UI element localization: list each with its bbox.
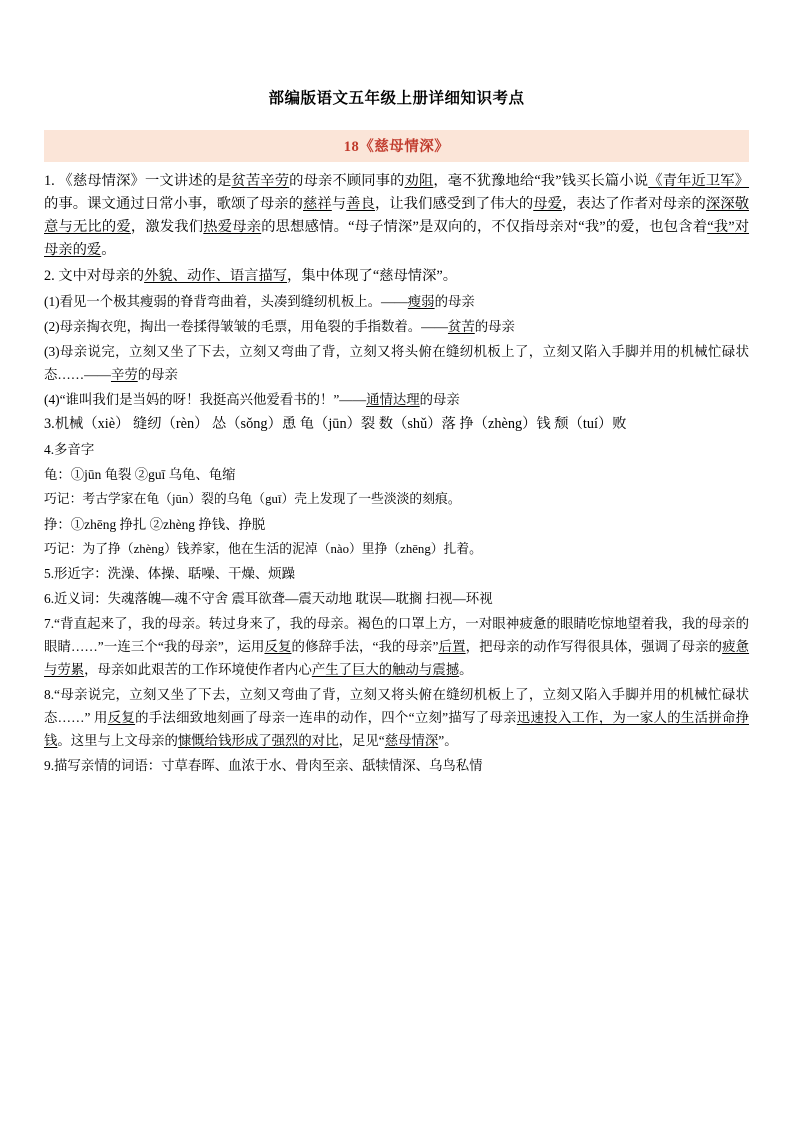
underlined-text: 贫苦辛劳 <box>231 173 290 189</box>
underlined-text: 产生了巨大的触动与震撼 <box>311 662 460 678</box>
text-run: 2. 文中对母亲的 <box>44 267 145 284</box>
paragraph <box>44 754 749 777</box>
text-run: 的母亲 <box>137 366 178 382</box>
section-header <box>44 130 749 162</box>
underlined-text: 疲惫与劳累 <box>44 639 750 678</box>
text-run: ，集中体现了“慈母情深”。 <box>287 267 458 284</box>
paragraph <box>44 290 749 313</box>
text-run: 。 <box>459 662 473 678</box>
text-run: 6.近义词：失魂落魄—魂不守舍 震耳欲聋—震天动地 耽误—耽搁 扫视—环视 <box>44 591 493 607</box>
text-run: 的母亲 <box>474 318 515 334</box>
text-run: 的事。课文通过日常小事，歌颂了母亲的 <box>44 196 304 213</box>
text-run: ，足见“ <box>338 733 385 749</box>
paragraph <box>44 438 749 461</box>
text-run: ，毫不犹豫地给“我”钱买长篇小说 <box>433 173 649 189</box>
underlined-text: 反复 <box>264 639 292 655</box>
underlined-text: 母爱 <box>533 196 563 213</box>
text-run: 巧记：为了挣（zhèng）钱养家，他在生活的泥淖（nào）里挣（zhēng）扎着。 <box>44 541 482 556</box>
paragraph <box>44 562 749 585</box>
text-run: 的母亲 <box>434 293 475 309</box>
paragraph <box>44 265 749 288</box>
paragraph <box>44 683 749 752</box>
underlined-text: 迅速投入工作，为一家人的生活拼命挣钱 <box>44 710 750 749</box>
underlined-text: 辛劳 <box>110 366 138 382</box>
underlined-text: 瘦弱 <box>407 293 435 309</box>
paragraph <box>44 413 749 436</box>
text-run: 的母亲 <box>419 391 460 407</box>
paragraph <box>44 315 749 338</box>
underlined-text: 外貌、动作、语言描写 <box>144 267 288 284</box>
text-run: 的母亲不顾同事的 <box>289 173 405 189</box>
text-run: 与 <box>331 196 347 213</box>
text-run: ”。 <box>438 733 458 749</box>
text-run: 。这里与上文母亲的 <box>57 733 178 749</box>
text-run: 5.形近字：洗澡、体操、聒噪、干燥、烦躁 <box>44 566 296 582</box>
underlined-text: 慈祥 <box>303 196 332 213</box>
text-run: (2)母亲掏衣兜，掏出一卷揉得皱皱的毛票，用龟裂的手指数着。—— <box>44 318 448 334</box>
underlined-text: 劝阻 <box>404 173 434 189</box>
text-run: ，表达了作者对母亲的 <box>562 196 706 213</box>
underlined-text: 热爱母亲 <box>203 219 262 236</box>
underlined-text: 慷慨给钱形成了强烈的对比 <box>177 733 339 749</box>
text-run: 8.“母亲说完，立刻又坐了下去，立刻又弯曲了背，立刻又将头俯在缝纫机板上了，立刻又陷入手脚并用的机械忙碌状态……” 用 <box>44 687 749 726</box>
text-run: 4.多音字 <box>44 442 95 458</box>
paragraph <box>44 538 749 560</box>
text-run: ，母亲如此艰苦的工作环境使作者内心 <box>84 662 312 678</box>
paragraph <box>44 170 749 263</box>
text-run: 的思想感情。“母子情深”是双向的，不仅指母亲对“我”的爱，也包含着 <box>261 219 708 236</box>
paragraph <box>44 340 749 386</box>
paragraph <box>44 388 749 411</box>
text-run: 龟：①jūn 龟裂 ②guī 乌龟、龟缩 <box>44 467 236 483</box>
text-run: 的修辞手法，“我的母亲” <box>291 639 439 655</box>
underlined-text: 通情达理 <box>366 391 420 407</box>
text-run: (3)母亲说完，立刻又坐了下去，立刻又弯曲了背，立刻又将头俯在缝纫机板上了，立刻又陷入手脚并用的机械忙碌状态……—— <box>44 343 749 382</box>
text-run: ，激发我们 <box>130 219 204 236</box>
section-title: 18《慈母情深》 <box>343 139 450 155</box>
text-run: 7.“背直起来了，我的母亲。转过身来了，我的母亲。褐色的口罩上方，一对眼神疲惫的眼睛吃惊地望着我，我的母亲的眼睛……”一连三个“我的母亲”，运用 <box>44 616 749 655</box>
text-run: 挣：①zhēng 挣扎 ②zhèng 挣钱、挣脱 <box>44 516 266 532</box>
paragraph <box>44 488 749 510</box>
underlined-text: 善良 <box>346 196 375 213</box>
text-run: ，让我们感受到了伟大的 <box>374 196 534 213</box>
text-run: ，把母亲的动作写得很具体，强调了母亲的 <box>465 639 723 655</box>
page-title: 部编版语文五年级上册详细知识考点 <box>268 90 525 107</box>
text-run: 1. 《慈母情深》一文讲述的是 <box>44 173 232 189</box>
underlined-text: 后置 <box>438 639 466 655</box>
underlined-text: 《青年近卫军》 <box>648 173 750 189</box>
paragraph <box>44 587 749 610</box>
text-run: 9.描写亲情的词语：寸草春晖、血浓于水、骨肉至亲、舐犊情深、乌鸟私情 <box>44 758 483 774</box>
text-run: 的手法细致地刻画了母亲一连串的动作，四个“立刻”描写了母亲 <box>135 710 517 726</box>
paragraph <box>44 612 749 681</box>
text-run: 。 <box>101 242 116 259</box>
underlined-text: 慈母情深 <box>384 733 439 749</box>
document-body <box>44 170 749 778</box>
underlined-text: 贫苦 <box>447 318 475 334</box>
text-run: 3.机械（xiè） 缝纫（rèn） 怂（sǒng）恿 龟（jūn）裂 数（shǔ）落 挣（zhèng）钱 颓（tuí）败 <box>44 416 627 433</box>
text-run: 巧记：考古学家在龟（jūn）裂的乌龟（guī）壳上发现了一些淡淡的刻痕。 <box>44 492 461 507</box>
text-run: (1)看见一个极其瘦弱的脊背弯曲着，头凑到缝纫机板上。—— <box>44 293 408 309</box>
paragraph <box>44 513 749 536</box>
underlined-text: 反复 <box>107 710 136 726</box>
paragraph <box>44 463 749 486</box>
underlined-text: “我”对母亲的爱 <box>44 219 750 259</box>
underlined-text: 深深敬意与无比的爱 <box>44 196 750 236</box>
text-run: (4)“谁叫我们是当妈的呀！我挺高兴他爱看书的！”—— <box>44 391 367 407</box>
